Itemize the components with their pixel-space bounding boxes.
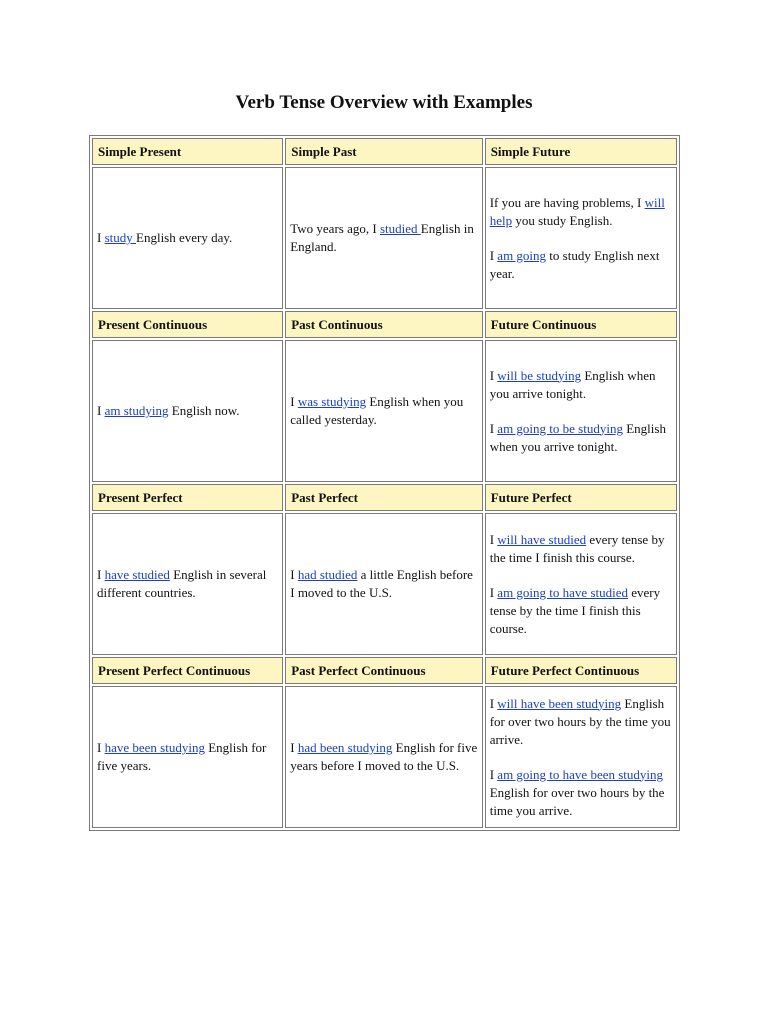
verb-link[interactable]: have been studying xyxy=(104,740,205,755)
verb-tense-table xyxy=(89,135,680,831)
sentence-text: Two years ago, I xyxy=(290,221,380,236)
example-sentence xyxy=(490,420,672,456)
example-row-perfect xyxy=(92,513,677,655)
header-future-perfect: Future Perfect xyxy=(485,484,677,511)
example-sentence xyxy=(490,194,672,230)
cell-future-continuous xyxy=(485,340,677,482)
example-sentence xyxy=(490,247,672,283)
example-sentence xyxy=(490,367,672,403)
verb-link[interactable]: had studied xyxy=(297,567,358,582)
header-row-perfect-continuous xyxy=(92,657,677,684)
example-sentence xyxy=(290,220,477,256)
sentence-text: English every day. xyxy=(136,230,233,245)
sentence-text: English for five years. xyxy=(97,740,267,773)
header-row-simple xyxy=(92,138,677,165)
example-sentence xyxy=(290,393,477,429)
sentence-text: I xyxy=(290,394,298,409)
sentence-text: you study English. xyxy=(512,212,613,228)
header-future-continuous: Future Continuous xyxy=(485,311,677,338)
header-future-perfect-continuous: Future Perfect Continuous xyxy=(485,657,677,684)
sentence-text: English when you arrive tonight. xyxy=(489,420,666,454)
sentence-text: I xyxy=(97,567,105,582)
example-sentence xyxy=(290,566,477,602)
sentence-text: English in several different countries. xyxy=(97,567,267,600)
sentence-text: to study English next year. xyxy=(489,247,660,281)
page-title: Verb Tense Overview with Examples xyxy=(235,92,533,113)
cell-past-perfect-continuous xyxy=(285,686,482,828)
cell-present-continuous xyxy=(92,340,283,482)
sentence-text: English in England. xyxy=(290,221,474,254)
sentence-text: English when you called yesterday. xyxy=(290,394,464,427)
verb-link[interactable]: will have studied xyxy=(497,531,587,547)
sentence-text: I xyxy=(97,403,105,418)
cell-simple-future xyxy=(485,167,677,309)
example-sentence xyxy=(97,402,278,420)
example-sentence xyxy=(490,695,672,749)
verb-link[interactable]: study xyxy=(104,230,137,245)
example-row-simple xyxy=(92,167,677,309)
verb-link[interactable]: will have been studying xyxy=(497,695,622,711)
example-sentence xyxy=(97,566,278,602)
sentence-text: English for over two hours by the time you arrive. xyxy=(489,695,671,747)
header-present-continuous: Present Continuous xyxy=(92,311,283,338)
header-simple-present: Simple Present xyxy=(92,138,283,165)
verb-link[interactable]: am studying xyxy=(104,403,169,418)
verb-link[interactable]: am going to have been studying xyxy=(497,766,664,782)
example-sentence xyxy=(290,739,477,775)
sentence-text: every tense by the time I finish this course. xyxy=(489,531,665,565)
sentence-text: I xyxy=(489,420,498,436)
sentence-text: English for over two hours by the time you arrive. xyxy=(489,784,665,818)
example-sentence xyxy=(97,739,278,775)
header-row-perfect xyxy=(92,484,677,511)
example-row-continuous xyxy=(92,340,677,482)
cell-simple-past xyxy=(285,167,482,309)
sentence-text: I xyxy=(489,584,498,600)
header-past-perfect-continuous: Past Perfect Continuous xyxy=(285,657,482,684)
sentence-text: English now. xyxy=(168,403,240,418)
example-sentence xyxy=(490,766,672,820)
sentence-text: I xyxy=(489,531,498,547)
example-sentence xyxy=(97,229,278,247)
verb-link[interactable]: am going xyxy=(497,247,547,263)
sentence-text: I xyxy=(97,230,105,245)
sentence-text: I xyxy=(489,695,498,711)
example-sentence xyxy=(490,584,672,638)
header-present-perfect-continuous: Present Perfect Continuous xyxy=(92,657,283,684)
example-sentence xyxy=(490,531,672,567)
sentence-text: I xyxy=(489,247,498,263)
header-present-perfect: Present Perfect xyxy=(92,484,283,511)
verb-link[interactable]: am going to be studying xyxy=(497,420,623,436)
header-row-continuous xyxy=(92,311,677,338)
sentence-text: every tense by the time I finish this course. xyxy=(489,584,661,636)
cell-past-continuous xyxy=(285,340,482,482)
verb-link[interactable]: have studied xyxy=(104,567,170,582)
verb-link[interactable]: am going to have studied xyxy=(497,584,628,600)
cell-past-perfect xyxy=(285,513,482,655)
sentence-text: I xyxy=(290,567,298,582)
example-row-perfect-continuous xyxy=(92,686,677,828)
header-simple-future: Simple Future xyxy=(485,138,677,165)
sentence-text: English when you arrive tonight. xyxy=(489,367,656,401)
header-past-continuous: Past Continuous xyxy=(285,311,482,338)
verb-link[interactable]: studied xyxy=(379,221,421,236)
sentence-text: I xyxy=(290,740,298,755)
sentence-text: a little English before I moved to the U.S. xyxy=(290,567,473,600)
verb-link[interactable]: will be studying xyxy=(497,367,582,383)
cell-simple-present xyxy=(92,167,283,309)
sentence-text: If you are having problems, I xyxy=(489,194,645,210)
cell-present-perfect xyxy=(92,513,283,655)
cell-future-perfect-continuous xyxy=(485,686,677,828)
verb-link[interactable]: will help xyxy=(489,194,665,228)
cell-future-perfect xyxy=(485,513,677,655)
cell-present-perfect-continuous xyxy=(92,686,283,828)
sentence-text: I xyxy=(97,740,105,755)
header-past-perfect: Past Perfect xyxy=(285,484,482,511)
header-simple-past: Simple Past xyxy=(285,138,482,165)
verb-link[interactable]: had been studying xyxy=(297,740,393,755)
sentence-text: English for five years before I moved to the U.S. xyxy=(290,740,478,773)
sentence-text: I xyxy=(489,367,498,383)
sentence-text: I xyxy=(489,766,498,782)
verb-link[interactable]: was studying xyxy=(297,394,367,409)
